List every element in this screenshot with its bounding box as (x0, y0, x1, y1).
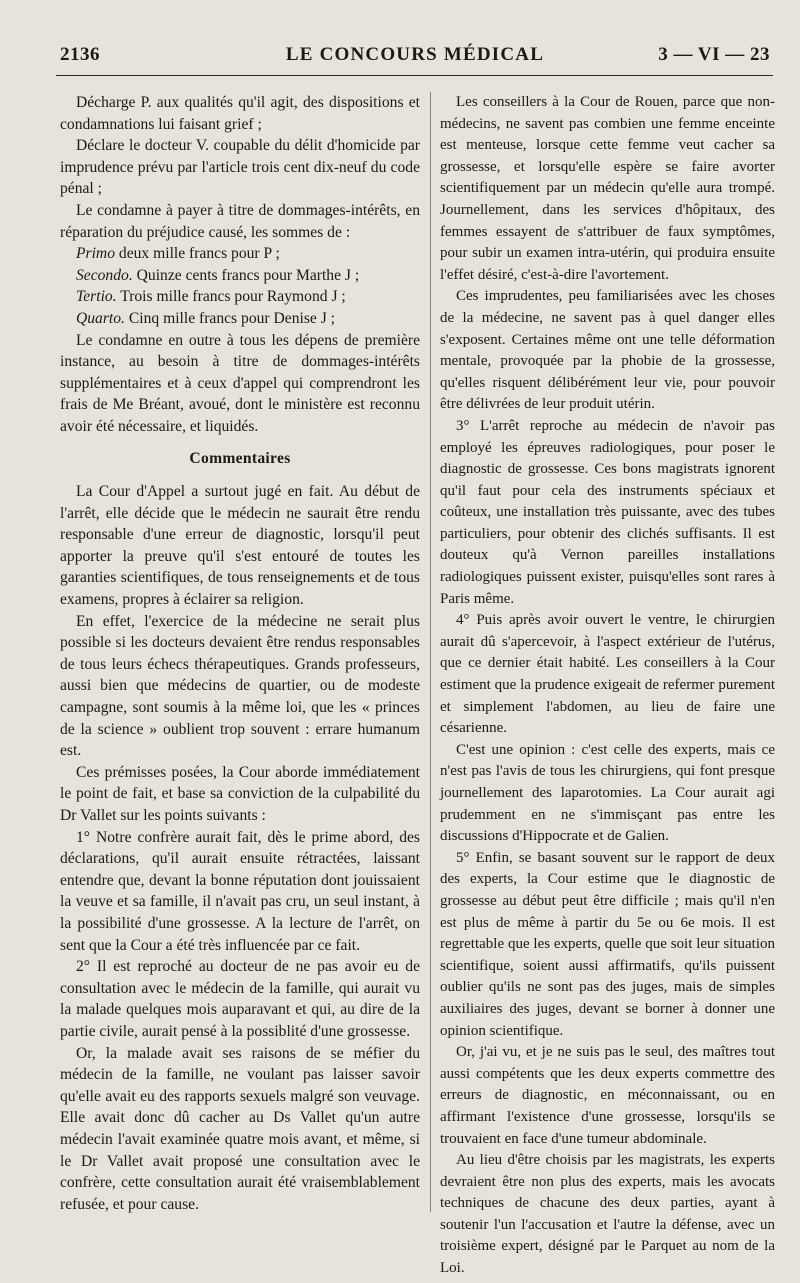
paragraph: Ces imprudentes, peu familiarisées avec les choses de la médecine, ne savent pas à quel danger elles s'exposent. Certaines même ont une telle déformation mentale, provoquée par la phobie de la grossesse, qu'elles risquent délibérément leur vie, pour pouvoir être délivrées de leur produit utérin. (440, 288, 775, 413)
paragraph: En effet, l'exercice de la médecine ne serait plus possible si les docteurs devaient être rendus responsables de tous leurs échecs thérapeutiques. Grands professeurs, aussi bien que médecins de quartier, ou de modeste campagne, sont soumis à la même loi, que les « princes de la science » oublient trop souvent : errare humanum est. (60, 612, 420, 760)
paragraph: La Cour d'Appel a surtout jugé en fait. Au début de l'arrêt, elle décide que le médecin ne saurait être rendu responsable d'une erreur de diagnostic, lorsqu'il peut apporter la preuve qu'il s'est entouré de toutes les garanties scientifiques, de tous renseignements et de tous examens, propres à éclairer sa religion. (60, 483, 420, 609)
paragraph: Or, j'ai vu, et je ne suis pas le seul, des maîtres tout aussi compétents que les deux experts commettre des erreurs de diagnostic, en méconnaissant, ou en affirmant l'existence d'une grossesse, lorsqu'ils se trouvaient en face d'une tumeur abdominale. (440, 1044, 775, 1147)
paragraph: 5° Enfin, se basant souvent sur le rapport de deux des experts, la Cour estime que le diagnostic de grossesse au début peut être difficile ; mais qu'il n'en est plus de même à partir du 5e ou 6e mois. Il est regrettable que les experts, quelle que soit leur situation scientifique, soient aussi affirmatifs, qu'ils puissent oublier qu'ils ne sont pas des juges, mais de simples auxiliaires des juges, devant se borner à donner une opinion scientifique. (440, 849, 775, 1039)
paragraph: Ces prémisses posées, la Cour aborde immédiatement le point de fait, et base sa conviction de la culpabilité du Dr Vallet sur les points suivants : (60, 763, 420, 824)
paragraph: Or, la malade avait ses raisons de se méfier du médecin de la famille, ne voulant pas laisser savoir qu'elle avait eu des rapports sexuels malgré son veuvage. Elle avait donc dû cacher au Ds Vallet qu'un autre médecin l'avait examinée quatre mois avant, et même, si le Dr Vallet avait proposé une consultation avec le confrère, cette consultation aurait été vraisemblablement refusée, et pour cause. (60, 1044, 420, 1213)
paragraph: 1° Notre confrère aurait fait, dès le prime abord, des déclarations, qu'il aurait ensuite rétractées, laissant entendre que, devant la bonne réputation dont jouissaient la veuve et sa famille, il n'avait pas cru, un seul instant, à la possibilité d'une grossesse. A la lecture de l'arrêt, on sent que la Cour a été très influencée par ce fait. (60, 828, 420, 954)
damages-item (60, 243, 420, 265)
paragraph: Décharge P. aux qualités qu'il agit, des dispositions et condamnations lui faisant grief ; (60, 94, 420, 133)
page-header (60, 44, 770, 74)
paragraph: Déclare le docteur V. coupable du délit d'homicide par imprudence prévu par l'article trois cent dix-neuf du code pénal ; (60, 137, 420, 198)
damages-text: deux mille francs pour P ; (118, 245, 280, 263)
page-number: 2136 (60, 44, 100, 65)
left-column (60, 92, 420, 1215)
damages-text: Quinze cents francs pour Marthe J ; (136, 266, 360, 284)
column-divider (430, 92, 431, 1212)
section-heading: Commentaires (189, 449, 291, 467)
damages-ordinal: Secondo. (76, 266, 133, 284)
header-rule (56, 75, 773, 76)
damages-text: Cinq mille francs pour Denise J ; (128, 309, 336, 327)
damages-item (60, 286, 420, 308)
issue-date: 3 — VI — 23 (658, 44, 770, 65)
damages-ordinal: Primo (76, 245, 115, 263)
damages-item (60, 308, 420, 330)
paragraph: C'est une opinion : c'est celle des experts, mais ce n'est pas l'avis de tous les chirurgiens, qui font presque journellement des laparotomies. La Cour aurait agi prudemment en ne s'immisçant pas entre les discussions d'Hippocrate et de Galien. (440, 741, 775, 845)
damages-item (60, 265, 420, 287)
paragraph: Le condamne en outre à tous les dépens de première instance, au besoin à titre de dommages-intérêts supplémentaires et à ceux d'appel qui comprendront les frais de Me Bréant, avoué, dont le ministère est reconnu avoir été nécessaire, et liquidés. (60, 331, 420, 435)
damages-text: Trois mille francs pour Raymond J ; (120, 288, 346, 306)
paragraph: 2° Il est reproché au docteur de ne pas avoir eu de consultation avec le médecin de la famille, qui aurait vu la malade quelques mois auparavant et qui, au dire de la partie civile, aurait pensé à la possiblité d'une grossesse. (60, 958, 420, 1040)
paragraph: Le condamne à payer à titre de dommages-intérêts, en réparation du préjudice causé, les sommes de : (60, 201, 420, 241)
paragraph: Les conseillers à la Cour de Rouen, parce que non-médecins, ne savent pas combien une femme enceinte est menteuse, lorsque cette femme veut cacher sa grossesse, et lorsqu'elle espère se faire avorter scientifiquement par un médecin qu'elle aura trompé. Journellement, dans les services d'hôpitaux, des femmes essayent de s'attribuer de faux symptômes, pour subir un examen intra-utérin, qui produira ensuite l'effet désiré, c'est-à-dire l'avortement. (440, 94, 775, 283)
damages-ordinal: Tertio. (76, 288, 117, 306)
paragraph: Au lieu d'être choisis par les magistrats, les experts devraient être non plus des experts, mais les avocats techniques de chacune des deux parties, ayant à soutenir l'un l'accusation et l'autre la défense, avec un troisième expert, désigné par le Parquet au nom de la Loi. (440, 1152, 775, 1277)
paragraph: 4° Puis après avoir ouvert le ventre, le chirurgien aurait dû s'apercevoir, à l'aspect extérieur de l'utérus, que ce dernier était habité. Les conseillers à la Cour estiment que la prudence exigeait de refermer purement et simplement l'abdomen, au lieu de faire une césarienne. (440, 612, 775, 737)
journal-title: LE CONCOURS MÉDICAL (285, 44, 545, 65)
damages-ordinal: Quarto. (76, 309, 125, 327)
right-column (440, 92, 775, 1280)
paragraph: 3° L'arrêt reproche au médecin de n'avoir pas employé les épreuves radiologiques, pour poser le diagnostic de grossesse. Ces bons magistrats ignorent qu'il faut pour cela des instruments spéciaux et coûteux, une installation très puissante, avec des tubes particuliers, pour obtenir des clichés suffisants. Il est douteux qu'à Vernon pareilles installations radiologiques puissent exister, puisqu'elles sont rares à Paris même. (440, 417, 775, 607)
